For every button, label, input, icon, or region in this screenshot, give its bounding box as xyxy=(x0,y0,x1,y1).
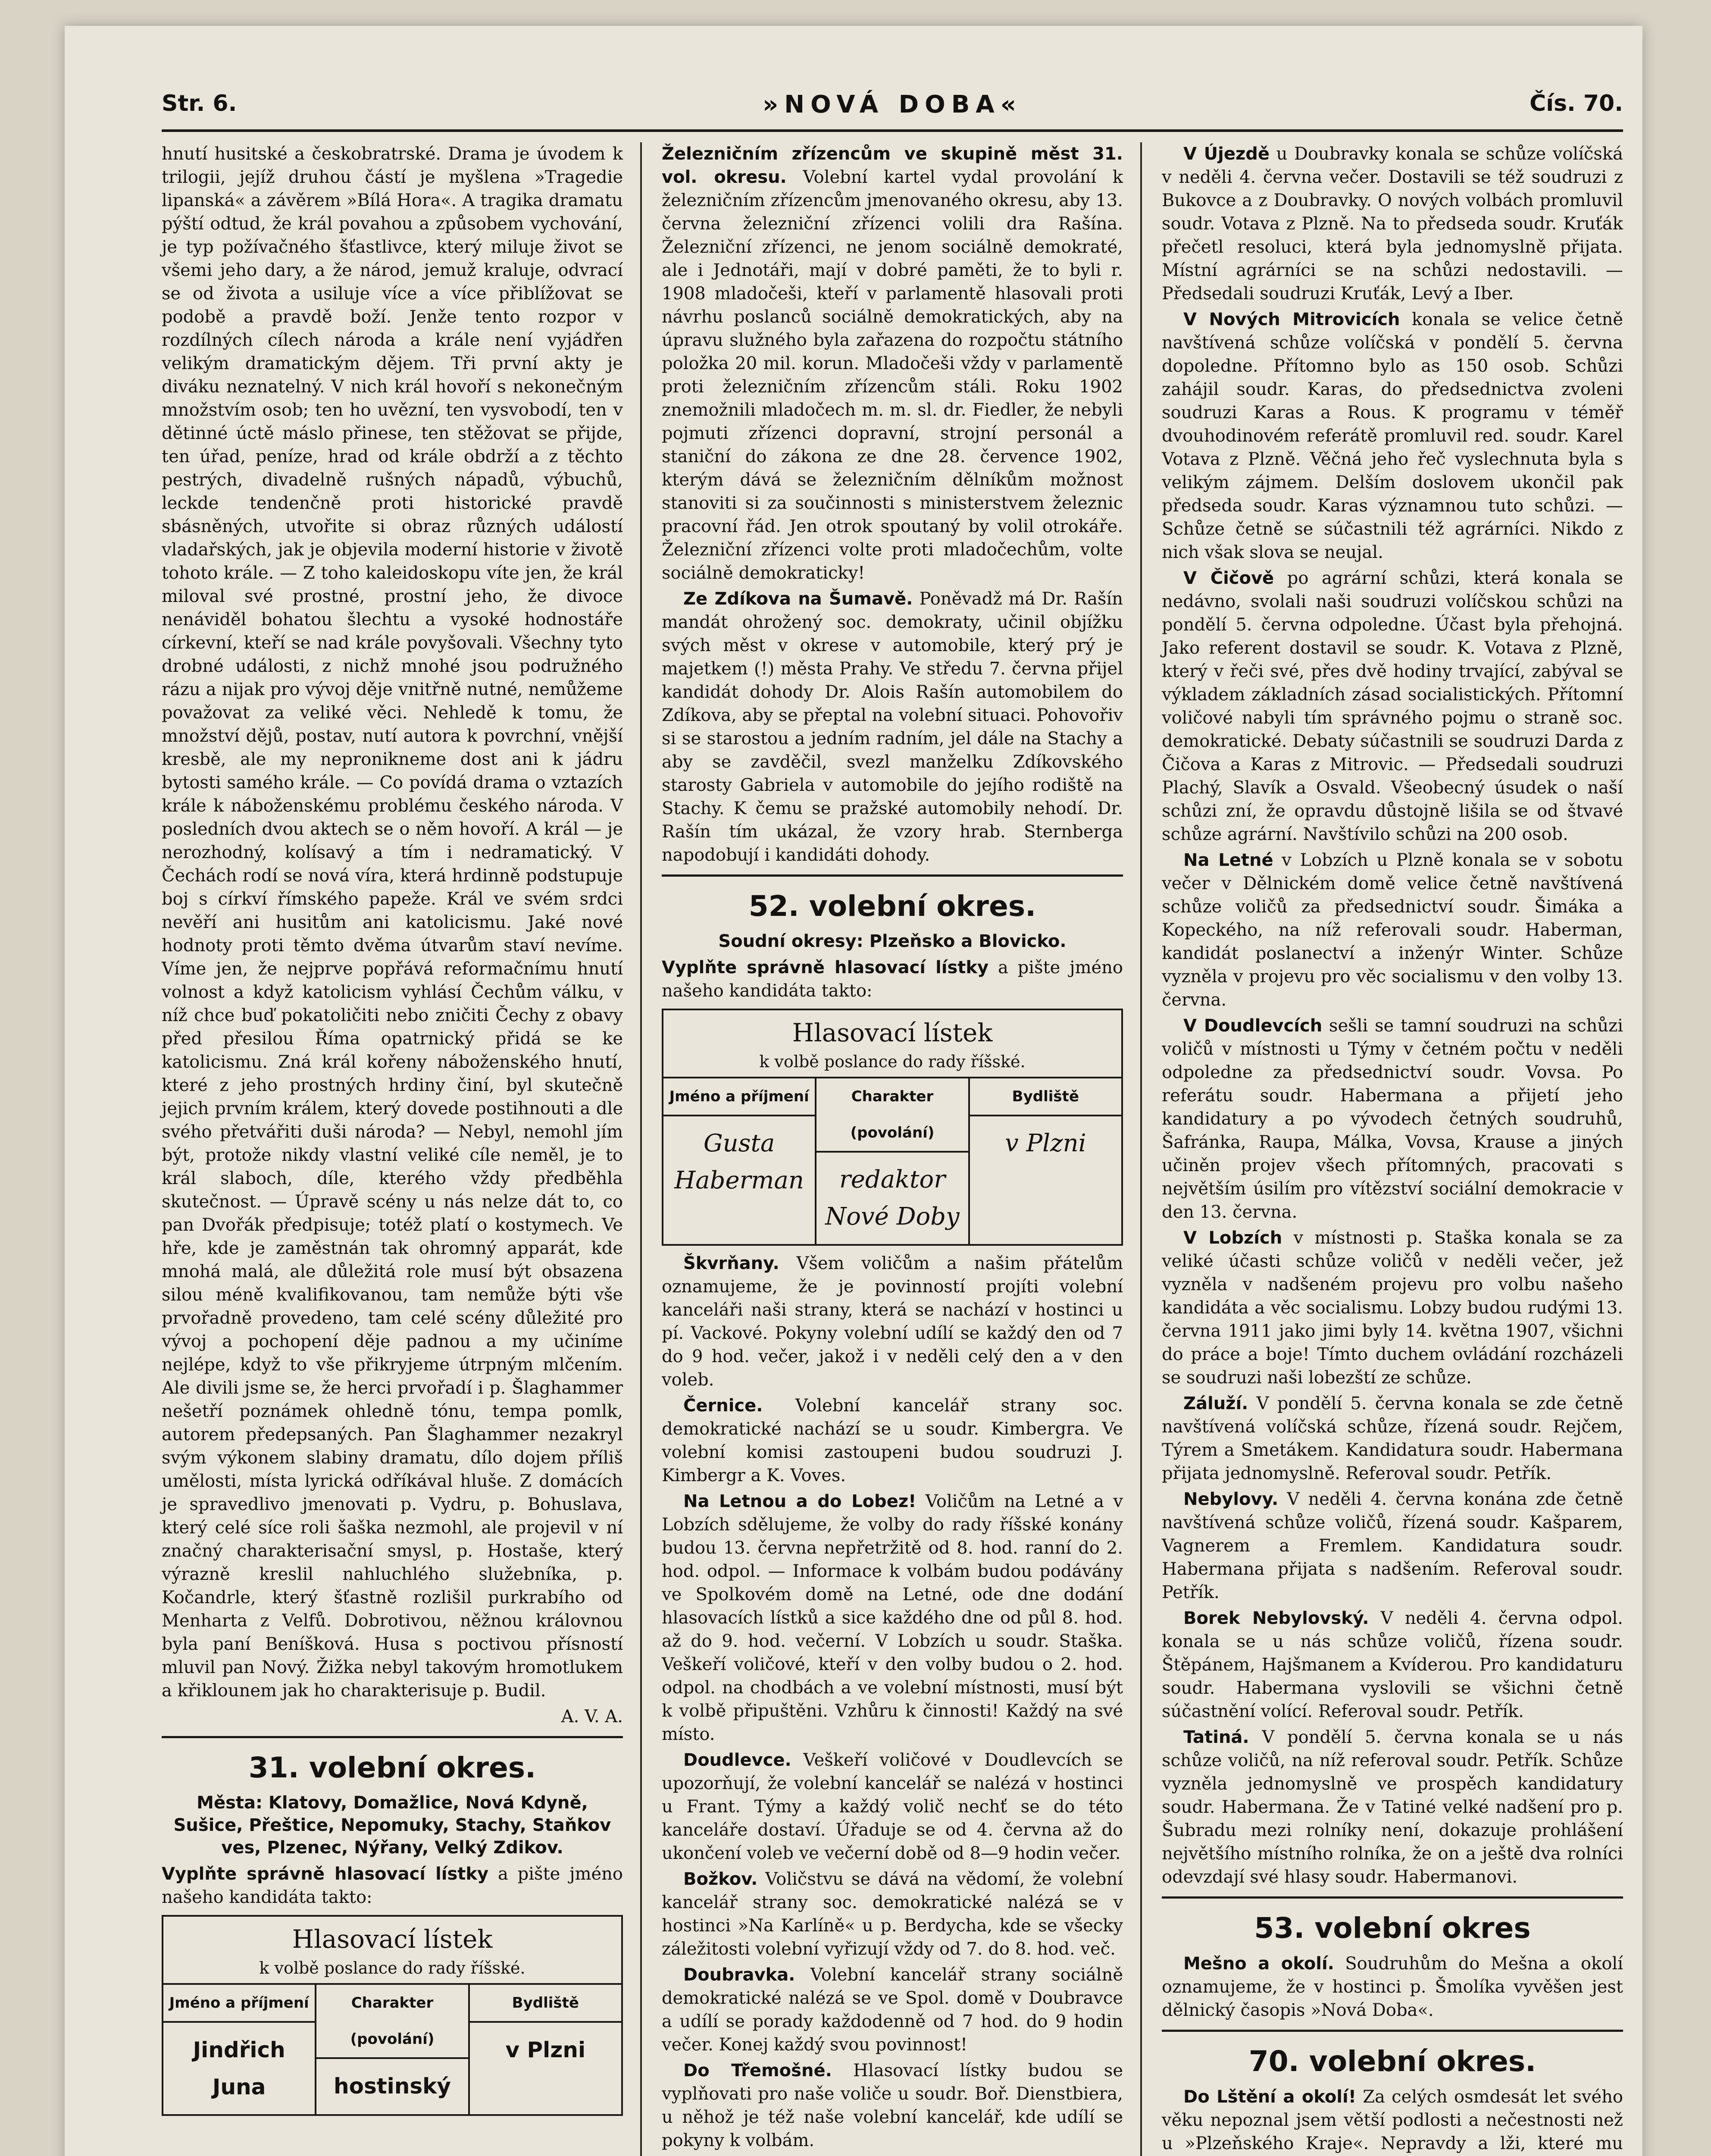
column-2 xyxy=(662,142,1123,2156)
okres-31-instruction xyxy=(162,1862,623,1909)
letter-keyword: Do Lštění a okolí! xyxy=(1183,2087,1356,2107)
report-text: V neděli 4. června konána zde četně navštívená schůze voličů, řízená soudr. Kašparem, Vagnerem a Fremlem. Kandidatura soudr. Habermana přijata s nadšením. Referoval soudr. Petřík. xyxy=(1162,1489,1623,1602)
notice-text: Voličům na Letné a v Lobzích sdělujeme, že volby do rady říšské konány budou 13. června nepřetržitě od 8. hod. ranní do 2. hod. odpol. — Informace k volbám budou podávány ve Spolkovém domě na Letné, ode dne dodání hlasovacích lístků a sice každého dne od půl 8. hod. až do 9. hod. večerní. V Lobzích u soudr. Staška. Veškeří voličové, kteří v den volby budou o 2. hod. odpol. na chodbách a ve volební místnosti, musí být k volbě připuštěni. Vzhůru k činnosti! Každý na své místo. xyxy=(662,1492,1123,1744)
notice-tremosna xyxy=(662,2059,1123,2152)
report-letna xyxy=(1162,849,1623,1012)
report-ujezd xyxy=(1162,142,1623,305)
notice-keyword: Božkov. xyxy=(683,1869,758,1889)
ballot-table xyxy=(663,1077,1121,1244)
newspaper-page xyxy=(65,26,1642,2156)
report-text: sešli se tamní soudruzi na schůzi voličů v místnosti u Týmy v četném počtu v neděli odpoledne za předsednictví soudr. Vovsa. Po referátu soudr. Habermana a přijetí jeho kandidatury a po vývodech četných soudruhů, Šafránka, Raupa, Málka, Vovsa, Krause a jiných učiněn projev všech přítomných, pracovati s největším úsilím pro vítězství sociální demokracie v den 13. června. xyxy=(1162,1016,1623,1222)
ballot-header-home: Bydliště xyxy=(970,1078,1121,1116)
article-keyword: Železničním zřízencům ve skupině měst 31. vol. okresu. xyxy=(662,144,1123,187)
article-text: Volební kartel vydal provolání k železničním zřízencům jmenovaného okresu, aby 13. června železniční zřízenci volili dra Rašína. Železniční zřízenci, ne jenom sociálně demokraté, ale i Jednotáři, mají v dobré paměti, že to byli r. 1908 mladočeši, kteří v parlamentě hlasovali proti návrhu poslanců sociálně demokratických, aby na úpravu služného byla zařazena do rozpočtu státního položka 20 mil. korun. Mladočeši vždy v parlamentě proti železničním zřízencům stáli. Roku 1902 znemožnili mladočech m. m. sl. dr. Fiedler, že nebyli pojmuti zřízenci dopravní, strojní personál a staniční do zákona ze dne 28. července 1902, kterým dává se železničním dělníkům možnost stanoviti si za součinnosti s ministerstvem železnic pracovní řád. Jen otrok spoutaný by volil otrokáře. Železniční zřízenci volte proti mladočechům, volte sociálně demokraticky! xyxy=(662,167,1123,583)
article-text: Poněvadž má Dr. Rašín mandát ohrožený soc. demokraty, učinil objížku svých měst v okrese v automobile, který prý je majetkem (!) města Prahy. Ve středu 7. června přijel kandidát dohody Dr. Alois Rašín automobilem do Zdíkova, aby se přeptal na volební situaci. Pohovořiv si se starostou a jedním radním, jel dále na Stachy a aby se zavděčil, svezl manželku Zdíkovského starosty Gabriela v automobile do jejího rodiště na Stachy. K čemu se pražské automobily nehodí. Dr. Rašín tím ukázal, že vzory hrab. Sternberga napodobují i kandidáti dohody. xyxy=(662,589,1123,865)
report-text: u Doubravky konala se schůze volíčská v neděli 4. června večer. Dostavili se též soudruzi z Bukovce a z Doubravky. O nových volbách promluvil soudr. Votava z Plzně. Na to předseda soudr. Kruťák přečetl resoluci, která byla jednomyslně přijata. Místní agrárníci se na schůzi nedostavili. — Předsedali soudruzi Kruťák, Levý a Iber. xyxy=(1162,144,1623,304)
notice-text: Hlasovací lístky budou se vyplňovati pro naše voliče u soudr. Boř. Dienstbiera, u něhož je též naše volební kancelář, kde udílí se pokyny k volbám. xyxy=(662,2061,1123,2150)
ballot-value-char: redaktor Nové Doby xyxy=(825,1166,960,1231)
theatre-review-text: hnutí husitské a českobratrské. Drama je úvodem k trilogii, jejíž druhou částí je myšlena »Tragedie lipanská« a závěrem »Bílá Hora«. A tragika dramatu pýští odtud, že král povahou a způsobem vychování, je typ požívačného šťastlivce, který miluje život se všemi jeho dary, a že národ, jemuž kraluje, odvrací se od života a usiluje více a více přiblížovat se podobě a pravdě boží. Jenže tento rozpor v rozdílných cílech národa a krále není vyjádřen velikým dramatickým dějem. Tři první akty je diváku neznatelný. V nich král hovoří s nekonečným množstvím osob; ten ho uvězní, ten vysvobodí, ten v dětinné úctě máslo přinese, ten stěžovat se přijde, ten úřad, peníze, hrad od krále obdrží a z těchto pestrých, divadelně rušných nápadů, výbuchů, leckde tendenčně proti historické pravdě sbásněných, utvořite si obraz různých událostí vladařských, jak je objevila moderní historie v životě tohoto krále. — Z toho kaleidoskopu víte jen, že král miloval své prostné, prostní jeho, že divoce nenáviděl bohatou šlechtu a vysoké hodnostáře církevní, kteří se nad krále povyšovali. Všechny tyto drobné události, z nichž mnohé jsou podružného rázu a nijak pro vývoj děje vnitřně nutné, nemůžeme považovat za veliké věci. Nehledě k tomu, že množství dějů, postav, nutí autora k povrchní, vnější kresbě, ale my nepronikneme dost ani k jádru bytosti samého krále. — Co povídá drama o vztazích krále k náboženskému problému českého národa. V posledních dvou aktech se o něm hovoří. A král — je nerozhodný, kolísavý a tím i nedramatický. V Čechách rodí se nová víra, která hrdinně podstupuje boj s církví římského papeže. Král ve svém srdci nevěří ani husitům ani katolicismu. Jaké nové hodnoty proti těmto dvěma útvarům staví nevíme. Víme jen, že nejprve popřává reformačnímu hnutí volnost a když katolicism vyhlásí Čechům válku, v níž chce buď pokatoličiti nebo zničiti Čechy z obavy před přesilou Říma opatrnický přidá se ke katolicismu. Zná král kořeny náboženského hnutí, které z jeho prostných hrdiny činí, byl skutečně jejich prvním králem, který dovede postihnouti a dle svého přetvářiti duši národa? — Nebyl, nemohl jím být, protože nikdy vlastní veliké cíle neměl, je to král slaboch, díle, kterého vždy předběhla skutečnost. — Úpravě scény u nás nelze dát to, co pan Dvořák předpisuje; totéž platí o kostymech. Ve hře, kde je zaměstnán tak ohromný apparát, kde mnohá malá, ale důležitá role musí být obsazena silou méně kvalifikovanou, tam nemůže býti vše prvořadně provedeno, tam celé scény důležité pro vývoj a pochopení děje padnou a my učiníme nejlépe, když to vše přikryjeme útrpným mlčením. Ale divili jsme se, že herci prvořadí i p. Šlaghammer nešetří poznámek ohledně tónu, tempa pomlk, autorem předepsaných. Pan Šlaghammer nezakryl svým výkonem slabiny dramatu, dílo dojem příliš umělosti, místa lyrická odříkával hluše. Z domácích je spravedlivo jmenovati p. Vydru, p. Bohuslava, který celé síce roli šaška nezmohl, ale projevil v ní značný charakterisační smysl, p. Hostaše, který výrazně kreslil nahluchlého služebníka, p. Kočandrle, který šťastně rozlišil purkrabího od Menharta z Velfů. Dobrotivou, něžnou královnou byla paní Beníšková. Husa s poctivou přísností mluvil pan Nový. Žižka nebyl takovým hromotlukem a křiklounem jak ho charakterisuje p. Budil. xyxy=(162,144,623,1701)
article-zdikov xyxy=(662,587,1123,867)
notice-letna xyxy=(662,1490,1123,1746)
notice-mesno xyxy=(1162,1952,1623,2022)
notice-bozkov xyxy=(662,1868,1123,1961)
ballot-sample-52 xyxy=(662,1009,1123,1246)
instruction-keyword: Vyplňte správně hlasovací lístky xyxy=(162,1864,489,1884)
ballot-subtitle: k volbě poslance do rady říšské. xyxy=(259,1959,525,1977)
column-divider xyxy=(1140,142,1142,2156)
notice-keyword: Do Třemošné. xyxy=(683,2061,832,2081)
ballot-title: Hlasovací lístek xyxy=(292,1924,493,1954)
report-keyword: V Doudlevcích xyxy=(1183,1016,1323,1036)
ballot-sample-31 xyxy=(162,1915,623,2116)
masthead xyxy=(162,91,1623,132)
notice-text: Soudruhům do Mešna a okolí oznamujeme, že v hostinci p. Šmolíka vyvěšen jest dělnický časopis »Nová Doba«. xyxy=(1162,1954,1623,2020)
notice-keyword: Doudlevce. xyxy=(683,1750,791,1770)
ballot-value-home: v Plzni xyxy=(505,2037,586,2062)
ballot-col-home xyxy=(470,1985,621,2114)
ballot-col-char xyxy=(316,1985,469,2114)
letter-text: Za celých osmdesát let svého věku nepoznal jsem větší podlosti a nečestnosti než u »Plzeňského Kraje«. Nepravdy a lži, které mu xyxy=(1162,2087,1623,2153)
report-keyword: V Nových Mitrovicích xyxy=(1183,310,1400,329)
notice-keyword: Doubravka. xyxy=(683,1965,795,1985)
report-text: V pondělí 5. června konala se u nás schůze voličů, na níž referoval soudr. Petřík. Schůze vyzněla jednomyslně ve prospěch kandidatury soudr. Habermana. Že v Tatiné velké nadšení pro p. Šubradu mezi rolníky není, dokazuje prohlášení největšího místního rolníka, že on a ještě dva rolníci odevzdají své hlasy soudr. Habermanovi. xyxy=(1162,1727,1623,1887)
notice-keyword: Mešno a okolí. xyxy=(1183,1954,1334,1974)
ballot-col-name xyxy=(163,1985,316,2114)
report-zaluzi xyxy=(1162,1392,1623,1485)
letter-lsteni xyxy=(1162,2085,1623,2156)
okres-52-instruction xyxy=(662,956,1123,1003)
ballot-value-char: hostinský xyxy=(334,2074,451,2099)
okres-31-cities: Města: Klatovy, Domažlice, Nová Kdyně, Sušice, Přeštice, Nepomuky, Stachy, Staňkov ves, Plzenec, Nýřany, Velký Zdikov. xyxy=(173,1793,611,1858)
report-keyword: V Čičově xyxy=(1183,568,1274,588)
separator-rule xyxy=(1162,2030,1623,2032)
report-keyword: Na Letné xyxy=(1183,850,1273,870)
report-text: V pondělí 5. června konala se zde četně navštívená volíčská schůze, řízená soudr. Rejčem, Týrem a Smetákem. Kandidatura soudr. Habermana přijata jednomyslně. Referoval soudr. Petřík. xyxy=(1162,1394,1623,1483)
report-text: po agrární schůzi, která konala se nedávno, svolali naši soudruzi volíčskou schůzi na pondělí 5. června odpoledne. Účast byla přehojná. Jako referent dostavil se soudr. K. Votava z Plzně, který v řeči své, přes dvě hodiny trvající, zabýval se výkladem základních zásad socialistických. Přítomní voličové nabyli tím správného pojmu o straně soc. demokratické. Debaty súčastnili se soudruzi Darda z Čičova a Karas z Mitrovic. — Předsedali soudruzi Plachý, Slavík a Osvald. Všeobecný úsudek o naší schůzi zní, že opravdu důstojně lišila se od štvavé schůze agrární. Navštívilo schůzi na 200 osob. xyxy=(1162,568,1623,844)
separator-rule xyxy=(1162,1896,1623,1899)
okres-52-subtitle: Soudní okresy: Plzeňsko a Blovicko. xyxy=(718,931,1067,951)
notice-text: Voličstvu se dává na vědomí, že volební kancelář strany soc. demokratické nalézá se v hostinci »Na Karlíně« u p. Berdycha, kde se všecky záležitosti volební vyřizují vždy od 7. do 8. hod. več. xyxy=(662,1869,1123,1959)
ballot-header-home: Bydliště xyxy=(470,1985,621,2023)
okres-70-title: 70. volební okres. xyxy=(1248,2045,1536,2078)
report-text: v Lobzích u Plzně konala se v sobotu večer v Dělnickém domě velice četně navštívená schůze voličů za předsednictví soudr. Šimáka a Kopeckého, na níž referovali soudr. Haberman, kandidát poslanectví a inženýr Winter. Schůze vyzněla v projevu pro věc socialismu v den volby 13. června. xyxy=(1162,850,1623,1010)
ballot-title: Hlasovací lístek xyxy=(792,1018,993,1047)
notice-keyword: Škvrňany. xyxy=(683,1253,779,1273)
notice-text: Veškeří voličové v Doudlevcích se upozorňují, že volební kancelář se nalézá v hostinci u Frant. Týmy a každý volič nechť se do této kanceláře dostaví. Úřaduje se od 4. června až do ukončení voleb ve večerní době od 8—9 hodin večer. xyxy=(662,1750,1123,1863)
report-keyword: V Újezdě xyxy=(1183,144,1270,164)
ballot-col-char xyxy=(816,1078,970,1244)
review-signature: A. V. A. xyxy=(561,1707,623,1727)
article-railway xyxy=(662,142,1123,585)
report-keyword: Borek Nebylovský. xyxy=(1183,1608,1369,1628)
column-divider xyxy=(640,142,642,2156)
ballot-col-name xyxy=(663,1078,816,1244)
separator-rule xyxy=(162,1736,623,1738)
notice-text: Volební kancelář strany soc. demokratické nachází se u soudr. Kimbergra. Ve volební komisi zastoupeni budou soudruzi J. Kimbergr a K. Voves. xyxy=(662,1396,1123,1485)
report-tatina xyxy=(1162,1726,1623,1889)
notice-doubravka xyxy=(662,1963,1123,2056)
report-mitrovice xyxy=(1162,308,1623,564)
report-keyword: V Lobzích xyxy=(1183,1228,1282,1248)
notice-keyword: Černice. xyxy=(683,1396,763,1416)
report-cicov xyxy=(1162,567,1623,846)
issue-number: Čís. 70. xyxy=(1530,91,1623,116)
notice-doudlevce xyxy=(662,1749,1123,1865)
separator-rule xyxy=(662,874,1123,877)
newspaper-title: »NOVÁ DOBA« xyxy=(763,91,1022,119)
column-3 xyxy=(1162,142,1623,2156)
notice-skvrnany xyxy=(662,1252,1123,1391)
instruction-text: a pište jméno našeho kandidáta takto: xyxy=(162,1864,623,1907)
column-1 xyxy=(162,142,623,2122)
ballot-value-name: Gusta Haberman xyxy=(674,1129,804,1194)
notice-text: Všem voličům a našim přátelům oznamujeme, že je povinností projíti volební kanceláři naši strany, která se nachází v hostinci u pí. Vackové. Pokyny volební udílí se každý den od 7 do 9 hod. večer, jakož i v neděli celý den a v den voleb. xyxy=(662,1253,1123,1390)
notice-keyword: Na Letnou a do Lobez! xyxy=(683,1492,916,1511)
ballot-table xyxy=(163,1983,621,2114)
report-keyword: Záluží. xyxy=(1183,1394,1248,1413)
report-text: v místnosti p. Staška konala se za veliké účasti schůze voličů v neděli večer, jež vyzněla v nadšeném projevu pro volbu našeho kandidáta a věc socialismu. Lobzy budou rudými 13. června 1911 jako jimi byly 14. května 1907, všichni do práce a boje! Tímto duchem ovládání rozcházeli se soudruzi naši lobezští ze schůze. xyxy=(1162,1228,1623,1388)
report-text: V neděli 4. června odpol. konala se u nás schůze voličů, řízena soudr. Štěpánem, Hajšmanem a Kvíderou. Pro kandidaturu soudr. Habermana vyslovili se všichni četně súčastnění volící. Referoval soudr. Petřík. xyxy=(1162,1608,1623,1721)
report-borek xyxy=(1162,1607,1623,1723)
report-lobzy xyxy=(1162,1226,1623,1389)
report-text: konala se velice četně navštívená schůze volíčská v pondělí 5. června dopoledne. Přítomno bylo as 150 osob. Schůzi zahájil soudr. Karas, do předsednictva zvoleni soudruzi Karas a Rous. K programu v téměř dvouhodinovém referátě promluvil red. soudr. Karel Votava z Plzně. Věčná jeho řeč vyslechnuta byla s velikým zájmem. Delším doslovem ukončil pak předseda soudr. Karas významnou tuto schůzi. — Schůze četně se súčastnili též agrárníci. Nikdo z nich však slova se neujal. xyxy=(1162,310,1623,562)
ballot-header-name: Jméno a příjmení xyxy=(663,1078,815,1116)
notice-cernice xyxy=(662,1394,1123,1487)
report-doudlevce xyxy=(1162,1014,1623,1224)
ballot-value-name: Jindřich Juna xyxy=(193,2037,285,2100)
ballot-header-name: Jméno a příjmení xyxy=(163,1985,315,2023)
report-keyword: Nebylovy. xyxy=(1183,1489,1279,1509)
ballot-header-char: Charakter (povolání) xyxy=(316,1985,468,2059)
report-nebylovy xyxy=(1162,1488,1623,1604)
okres-52-title: 52. volební okres. xyxy=(748,890,1036,923)
ballot-value-home: v Plzni xyxy=(1005,1129,1086,1157)
ballot-col-home xyxy=(970,1078,1121,1244)
okres-53-title: 53. volební okres xyxy=(1254,1912,1531,1945)
okres-31-title: 31. volební okres. xyxy=(248,1751,536,1784)
article-keyword: Ze Zdíkova na Šumavě. xyxy=(683,589,913,609)
notice-text: Volební kancelář strany sociálně demokratické nalézá se ve Spol. domě v Doubravce a udílí se porady každodenně od 7 hod. do 9 hodin večer. Konej každý svou povinnost! xyxy=(662,1965,1123,2055)
instruction-text: a pište jméno našeho kandidáta takto: xyxy=(662,958,1123,1001)
ballot-subtitle: k volbě poslance do rady říšské. xyxy=(759,1052,1026,1071)
instruction-keyword: Vyplňte správně hlasovací lístky xyxy=(662,958,989,978)
page-number: Str. 6. xyxy=(162,91,237,116)
report-keyword: Tatiná. xyxy=(1183,1727,1249,1747)
ballot-header-char: Charakter (povolání) xyxy=(816,1078,968,1153)
